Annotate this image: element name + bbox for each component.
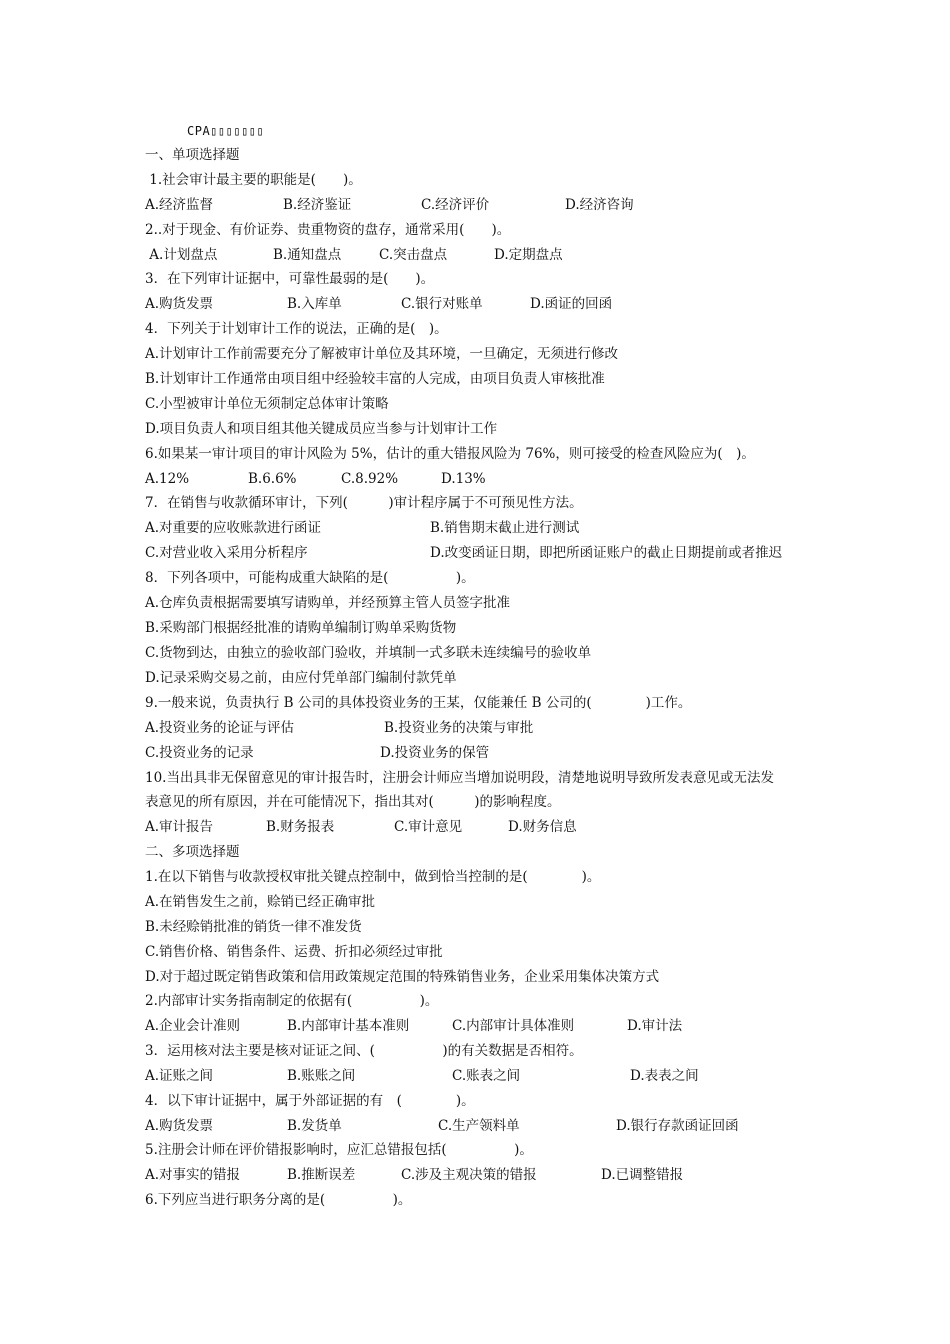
option-a: A.计划审计工作前需要充分了解被审计单位及其环境，一旦确定，无须进行修改 <box>145 346 619 362</box>
question-stem: 2.内部审计实务指南制定的依据有( )。 <box>145 993 439 1009</box>
option-a: A.购货发票 <box>145 296 214 312</box>
question-stem: 4．以下审计证据中，属于外部证据的有 ( )。 <box>145 1093 475 1109</box>
option-d: D.审计法 <box>627 1018 683 1034</box>
option-b: B.销售期末截止进行测试 <box>430 520 580 536</box>
option-c: C.内部审计具体准则 <box>452 1018 575 1034</box>
option-d: D.财务信息 <box>508 819 577 835</box>
option-b: B.推断误差 <box>287 1167 356 1183</box>
option-b: B.财务报表 <box>266 819 335 835</box>
option-b: B.通知盘点 <box>273 247 342 263</box>
option-a: A.仓库负责根据需要填写请购单，并经预算主管人员签字批准 <box>145 595 511 611</box>
option-b: B.入库单 <box>287 296 342 312</box>
option-a: A.企业会计准则 <box>145 1018 241 1034</box>
option-a: A.12% <box>145 471 190 487</box>
option-d: D.表表之间 <box>630 1068 699 1084</box>
option-b: B.6.6% <box>248 471 297 487</box>
option-d: D.经济咨询 <box>565 197 634 213</box>
option-b: B.投资业务的决策与审批 <box>384 720 534 736</box>
option-d: D.投资业务的保管 <box>380 745 490 761</box>
option-c: C.销售价格、销售条件、运费、折扣必须经过审批 <box>145 944 443 960</box>
option-c: C.货物到达，由独立的验收部门验收，并填制一式多联未连续编号的验收单 <box>145 645 592 661</box>
option-c: C.账表之间 <box>452 1068 521 1084</box>
question-stem: 6.下列应当进行职务分离的是( )。 <box>145 1192 412 1208</box>
option-d: D.项目负责人和项目组其他关键成员应当参与计划审计工作 <box>145 421 498 437</box>
option-b: B.未经赊销批准的销货一律不准发货 <box>145 919 362 935</box>
option-a: A.投资业务的论证与评估 <box>145 720 295 736</box>
question-stem: 3．运用核对法主要是核对证证之间、( )的有关数据是否相符。 <box>145 1043 583 1059</box>
option-d: D.对于超过既定销售政策和信用政策规定范围的特殊销售业务，企业采用集体决策方式 <box>145 969 660 985</box>
option-d: D.已调整错报 <box>601 1167 684 1183</box>
option-d: D.改变函证日期，即把所函证账户的截止日期提前或者推迟 <box>430 545 783 561</box>
option-a: A.审计报告 <box>145 819 214 835</box>
option-a: A.对事实的错报 <box>145 1167 241 1183</box>
question-stem: 5.注册会计师在评价错报影响时，应汇总错报包括( )。 <box>145 1142 533 1158</box>
question-stem-continued: 表意见的所有原因，并在可能情况下，指出其对( )的影响程度。 <box>145 794 561 810</box>
option-b: B.内部审计基本准则 <box>287 1018 410 1034</box>
document-title: CPA▯▯▯▯▯▯▯ <box>187 124 265 138</box>
question-stem: 4．下列关于计划审计工作的说法，正确的是( )。 <box>145 321 448 337</box>
question-stem: 6.如果某一审计项目的审计风险为 5%，估计的重大错报风险为 76%，则可接受的检查风险应为( )。 <box>145 446 755 462</box>
option-b: B.经济鉴证 <box>283 197 352 213</box>
option-a: A.对重要的应收账款进行函证 <box>145 520 322 536</box>
question-stem: 10.当出具非无保留意见的审计报告时，注册会计师应当增加说明段，清楚地说明导致所发表意见或无法发 <box>145 770 774 786</box>
question-stem: 3．在下列审计证据中，可靠性最弱的是( )。 <box>145 271 435 287</box>
option-d: D.银行存款函证回函 <box>616 1118 739 1134</box>
question-stem: 7．在销售与收款循环审计，下列( )审计程序属于不可预见性方法。 <box>145 495 583 511</box>
option-c: C.经济评价 <box>421 197 490 213</box>
option-a: A.经济监督 <box>145 197 214 213</box>
option-a: A.购货发票 <box>145 1118 214 1134</box>
option-c: C.审计意见 <box>394 819 463 835</box>
option-d: D.函证的回函 <box>530 296 613 312</box>
section-heading-multi: 二、多项选择题 <box>145 844 240 860</box>
option-c: C.小型被审计单位无须制定总体审计策略 <box>145 396 389 412</box>
question-stem: 1.在以下销售与收款授权审批关键点控制中，做到恰当控制的是( )。 <box>145 869 601 885</box>
option-d: D.记录采购交易之前，由应付凭单部门编制付款凭单 <box>145 670 457 686</box>
option-c: C.银行对账单 <box>401 296 483 312</box>
option-a: A.在销售发生之前，赊销已经正确审批 <box>145 894 376 910</box>
option-a: A.证账之间 <box>145 1068 214 1084</box>
option-c: C.投资业务的记录 <box>145 745 254 761</box>
option-d: D.13% <box>441 471 486 487</box>
option-c: C.生产领料单 <box>438 1118 520 1134</box>
option-b: B.采购部门根据经批准的请购单编制订购单采购货物 <box>145 620 457 636</box>
question-stem: 2..对于现金、有价证券、贵重物资的盘存，通常采用( )。 <box>145 222 511 238</box>
option-c: C.涉及主观决策的错报 <box>401 1167 537 1183</box>
option-b: B.账账之间 <box>287 1068 356 1084</box>
option-c: C.8.92% <box>341 471 399 487</box>
option-b: B.计划审计工作通常由项目组中经验较丰富的人完成，由项目负责人审核批准 <box>145 371 605 387</box>
option-b: B.发货单 <box>287 1118 342 1134</box>
section-heading-single: 一、单项选择题 <box>145 147 240 163</box>
option-a: A.计划盘点 <box>145 247 218 263</box>
option-c: C.突击盘点 <box>379 247 448 263</box>
option-d: D.定期盘点 <box>494 247 563 263</box>
question-stem: 8．下列各项中，可能构成重大缺陷的是( )。 <box>145 570 475 586</box>
question-stem: 1.社会审计最主要的职能是( )。 <box>145 172 362 188</box>
option-c: C.对营业收入采用分析程序 <box>145 545 308 561</box>
question-stem: 9.一般来说，负责执行 B 公司的具体投资业务的王某，仅能兼任 B 公司的( )工作。 <box>145 695 692 711</box>
